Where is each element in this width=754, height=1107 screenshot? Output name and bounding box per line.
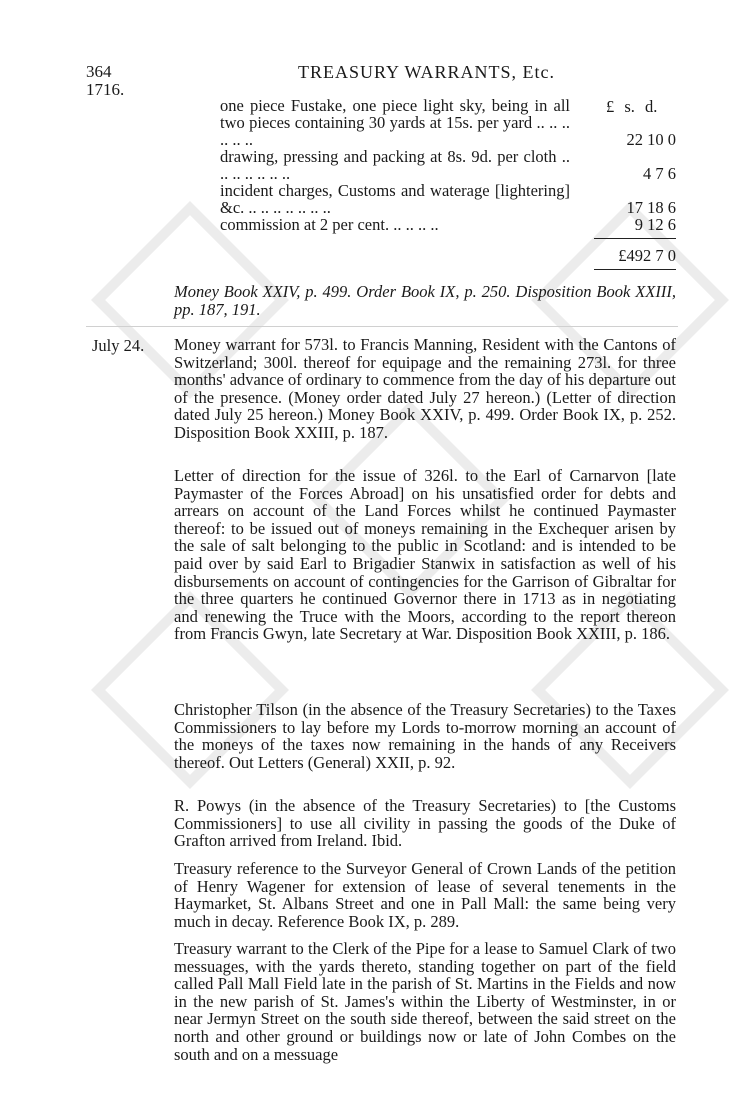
account-line-amount: 4 7 6 — [643, 164, 676, 183]
sum-rule — [594, 238, 676, 239]
account-line-text: one piece Fustake, one piece light sky, being in all two pieces containing 30 yards at 15s. per yard .. .. .. .. .. .. — [220, 96, 570, 149]
account-line-amount: 9 12 6 — [634, 215, 676, 234]
paragraph-letter-of-direction: Letter of direction for the issue of 326l. to the Earl of Carnarvon [late Paymaster of the Forces Abroad] on his unsatisfied order for debts and arrears on account of the Land Forces whilst he continued Paymaster thereof: to be issued out of moneys remaining in the Exchequer arisen by the sale of salt belonging to the public in Scotland: and is intended to be paid over by said Earl to Brigadier Stanwix in satisfaction as well of his disbursements on account of contingencies for the Garrison of Gibraltar for the three quarters he continued Governor there in 1713 as in negotiating and renewing the Truce with the Moors, according to the report thereon from Francis Gwyn, late Secretary at War. Disposition Book XXIII, p. 186. — [174, 466, 676, 644]
paragraph-money-warrant: Money warrant for 573l. to Francis Manning, Resident with the Cantons of Switzerland; 300l. thereof for equipage and the remaining 273l. for three months' advance of ordinary to commence from the day of his departure out of the presence. (Money order dated July 27 hereon.) (Letter of direction dated July 25 hereon.) Money Book XXIV, p. 499. Order Book IX, p. 252. Disposition Book XXIII, p. 187. — [174, 335, 676, 442]
account-line-text: commission at 2 per cent. .. .. .. .. — [220, 215, 439, 234]
margin-year: 1716. — [86, 80, 125, 99]
currency-heading: £ s. d. — [606, 97, 658, 116]
account-line-text: incident charges, Customs and waterage [lightering] &c. .. .. .. .. .. .. .. — [220, 181, 570, 217]
account-total-amount: £492 7 0 — [618, 246, 676, 265]
paragraph-lease-warrant: Treasury warrant to the Clerk of the Pipe for a lease to Samuel Clark of two messuages, with the yards thereto, standing together on part of the field called Pall Mall Field late in the parish of St. Martins in the Fields and now in the new parish of St. James's within the Liberty of Westminster, in or near Jermyn Street on the south side thereof, between the said street on the north and other ground or buildings now or late of John Combes on the south and on a messuage — [174, 939, 676, 1064]
account-line-amount: 17 18 6 — [626, 198, 676, 217]
page-number: 364 — [86, 62, 112, 81]
section-divider — [86, 326, 678, 327]
paragraph-powys: R. Powys (in the absence of the Treasury Secretaries) to [the Customs Commissioners] to use all civility in passing the goods of the Duke of Grafton arrived from Ireland. Ibid. — [174, 796, 676, 851]
paragraph-reference: Treasury reference to the Surveyor General of Crown Lands of the petition of Henry Wagener for extension of lease of several tenements in the Haymarket, St. Albans Street and one in Pall Mall: the same being very much in decay. Reference Book IX, p. 289. — [174, 859, 676, 931]
paragraph-tilson: Christopher Tilson (in the absence of the Treasury Secretaries) to the Taxes Commissioners to lay before my Lords to-morrow morning an account of the moneys of the taxes now remaining in the hands of any Receivers thereof. Out Letters (General) XXII, p. 92. — [174, 700, 676, 772]
running-head: TREASURY WARRANTS, Etc. — [298, 62, 556, 82]
account-line-amount: 22 10 0 — [626, 130, 676, 149]
sum-rule — [594, 269, 676, 270]
account-line-text: drawing, pressing and packing at 8s. 9d. per cloth .. .. .. .. .. .. .. — [220, 147, 570, 183]
paragraph-references: Money Book XXIV, p. 499. Order Book IX, p. 250. Disposition Book XXIII, pp. 187, 191. — [174, 282, 676, 319]
entry-date: July 24. — [92, 336, 145, 355]
